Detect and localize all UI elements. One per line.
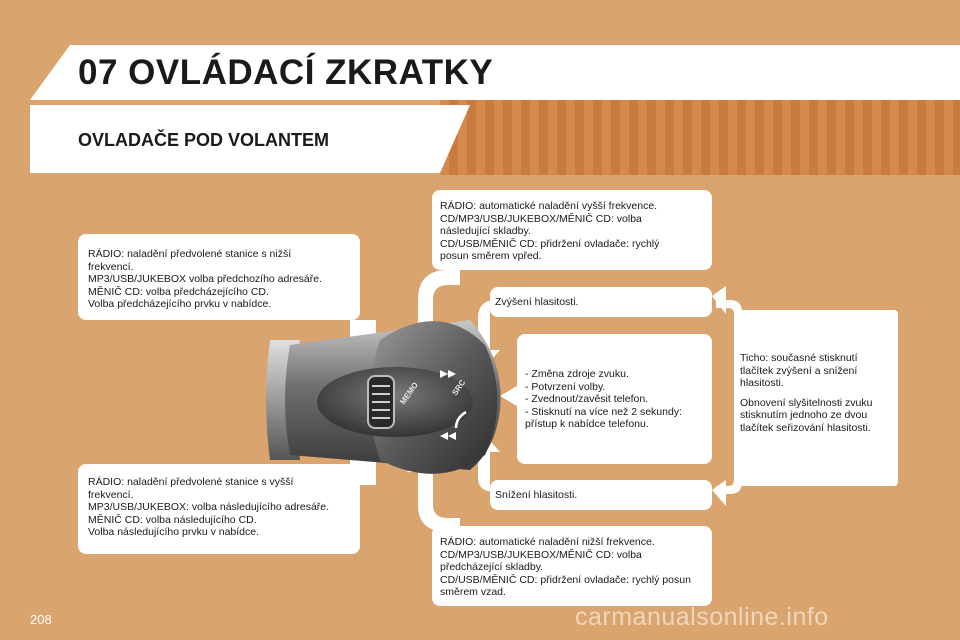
callout-center xyxy=(517,334,712,464)
arrow-bottom-right-curve xyxy=(418,470,460,532)
callout-top-left: RÁDIO: naladění předvolené stanice s nižší frekvencí. MP3/USB/JUKEBOX volba předchozího adresáře. MĚNIČ CD: volba předcházejícího CD. Volba předcházejícího prvku v nabídce. xyxy=(78,234,360,320)
src-label: SRC xyxy=(450,378,468,398)
section-subtitle: OVLADAČE POD VOLANTEM xyxy=(78,130,330,150)
callout-bottom-right: RÁDIO: automatické naladění nižší frekvence. CD/MP3/USB/JUKEBOX/MĚNIČ CD: volba předcházející skladby. CD/USB/MĚNIČ CD: přidržení ovladače: rychlý posun směrem vzad. xyxy=(432,526,712,606)
list-item: - Změna zdroje zvuku. xyxy=(525,368,629,380)
list-item: - Potvrzení volby. xyxy=(525,380,606,393)
mute-bracket-top-head xyxy=(712,286,726,314)
page-number: 208 xyxy=(30,612,52,627)
mute-bracket-bottom-head xyxy=(712,480,726,506)
list-item: - Zvednout/zavěsit telefon. xyxy=(525,393,649,406)
watermark: carmanualsonline.info xyxy=(575,603,829,631)
list-item: přístup k nabídce telefonu. xyxy=(525,418,649,431)
callout-volume-up: Zvýšení hlasitosti. xyxy=(490,287,712,317)
memo-label: MEMO xyxy=(398,380,420,407)
callout-mute: Ticho: současné stisknutí tlačítek zvýšení a snížení hlasitosti. Obnovení slyšitelnosti zvuku stisknutím jednoho ze dvou tlačítek seřizování hlasitosti. xyxy=(734,310,898,486)
callout-top-right: RÁDIO: automatické naladění vyšší frekvence. CD/MP3/USB/JUKEBOX/MĚNIČ CD: volba následující skladby. CD/USB/MĚNIČ CD: přidržení ovladače: rychlý posun směrem vpřed. xyxy=(432,190,712,270)
center-action-list xyxy=(525,368,712,431)
page-title: 07 OVLÁDACÍ ZKRATKY xyxy=(78,53,494,92)
callout-bottom-left: RÁDIO: naladění předvolené stanice s vyšší frekvencí. MP3/USB/JUKEBOX: volba následujícího adresáře. MĚNIČ CD: volba následujícího CD. Volba následujícího prvku v nabídce. xyxy=(78,464,360,554)
list-item: - Stisknutí na více než 2 sekundy: xyxy=(525,405,682,418)
callout-volume-down: Snížení hlasitosti. xyxy=(490,480,712,510)
